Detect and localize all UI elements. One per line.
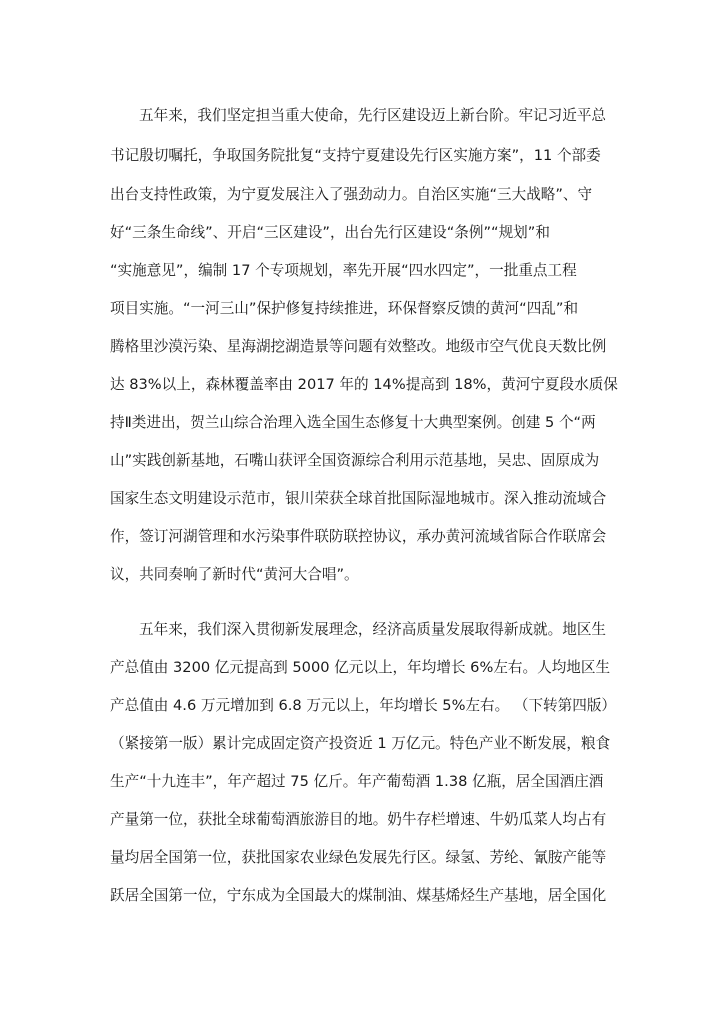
text-line: 好“三条生命线”、开启“三区建设”，出台先行区建设“条例”“规划”和 [110,224,550,241]
text-line: 产量第一位，获批全球葡萄酒旅游目的地。奶牛存栏增速、牛奶瓜菜人均占有 [110,811,607,828]
text-line: 书记殷切嘱托，争取国务院批复“支持宁夏建设先行区实施方案”，11 个部委 [110,147,601,164]
text-line: 生产“十九连丰”，年产超过 75 亿斤。年产葡萄酒 1.38 亿瓶，居全国酒庄酒 [110,773,604,790]
text-line: 持Ⅱ类进出，贺兰山综合治理入选全国生态修复十大典型案例。创建 5 个“两 [110,414,596,431]
text-line: 量均居全国第一位，获批国家农业绿色发展先行区。绿氢、芳纶、氰胺产能等 [110,849,607,866]
text-line: 项目实施。“一河三山”保护修复持续推进，环保督察反馈的黄河“四乱”和 [110,300,579,317]
text-line: 腾格里沙漠污染、星海湖挖湖造景等问题有效整改。地级市空气优良天数比例 [110,338,607,355]
text-line: “实施意见”，编制 17 个专项规划，率先开展“四水四定”，一批重点工程 [110,262,577,279]
text-line: 出台支持性政策，为宁夏发展注入了强劲动力。自治区实施“三大战略”、守 [110,186,593,203]
text-line: 作，签订河湖管理和水污染事件联防联控协议，承办黄河流域省际合作联席会 [110,528,607,545]
text-line: 跃居全国第一位，宁东成为全国最大的煤制油、煤基烯烃生产基地，居全国化 [110,887,607,904]
text-line: 产总值由 4.6 万元增加到 6.8 万元以上，年均增长 5%左右。 （下转第四版） [110,697,617,714]
text-line: （紧接第一版）累计完成固定资产投资近 1 万亿元。特色产业不断发展，粮食 [110,735,611,752]
text-line: 议，共同奏响了新时代“黄河大合唱”。 [110,566,359,583]
text-line: 五年来，我们深入贯彻新发展理念，经济高质量发展取得新成就。地区生 [139,621,607,638]
text-line: 五年来，我们坚定担当重大使命，先行区建设迈上新台阶。牢记习近平总 [139,107,607,124]
text-line: 产总值由 3200 亿元提高到 5000 亿元以上，年均增长 6%左右。人均地区生 [110,659,611,676]
text-line: 山”实践创新基地，石嘴山获评全国资源综合利用示范基地，吴忠、固原成为 [110,452,600,469]
text-line: 达 83%以上，森林覆盖率由 2017 年的 14%提高到 18%，黄河宁夏段水质保 [110,376,618,393]
text-line: 国家生态文明建设示范市，银川荣获全球首批国际湿地城市。深入推动流域合 [110,490,607,507]
